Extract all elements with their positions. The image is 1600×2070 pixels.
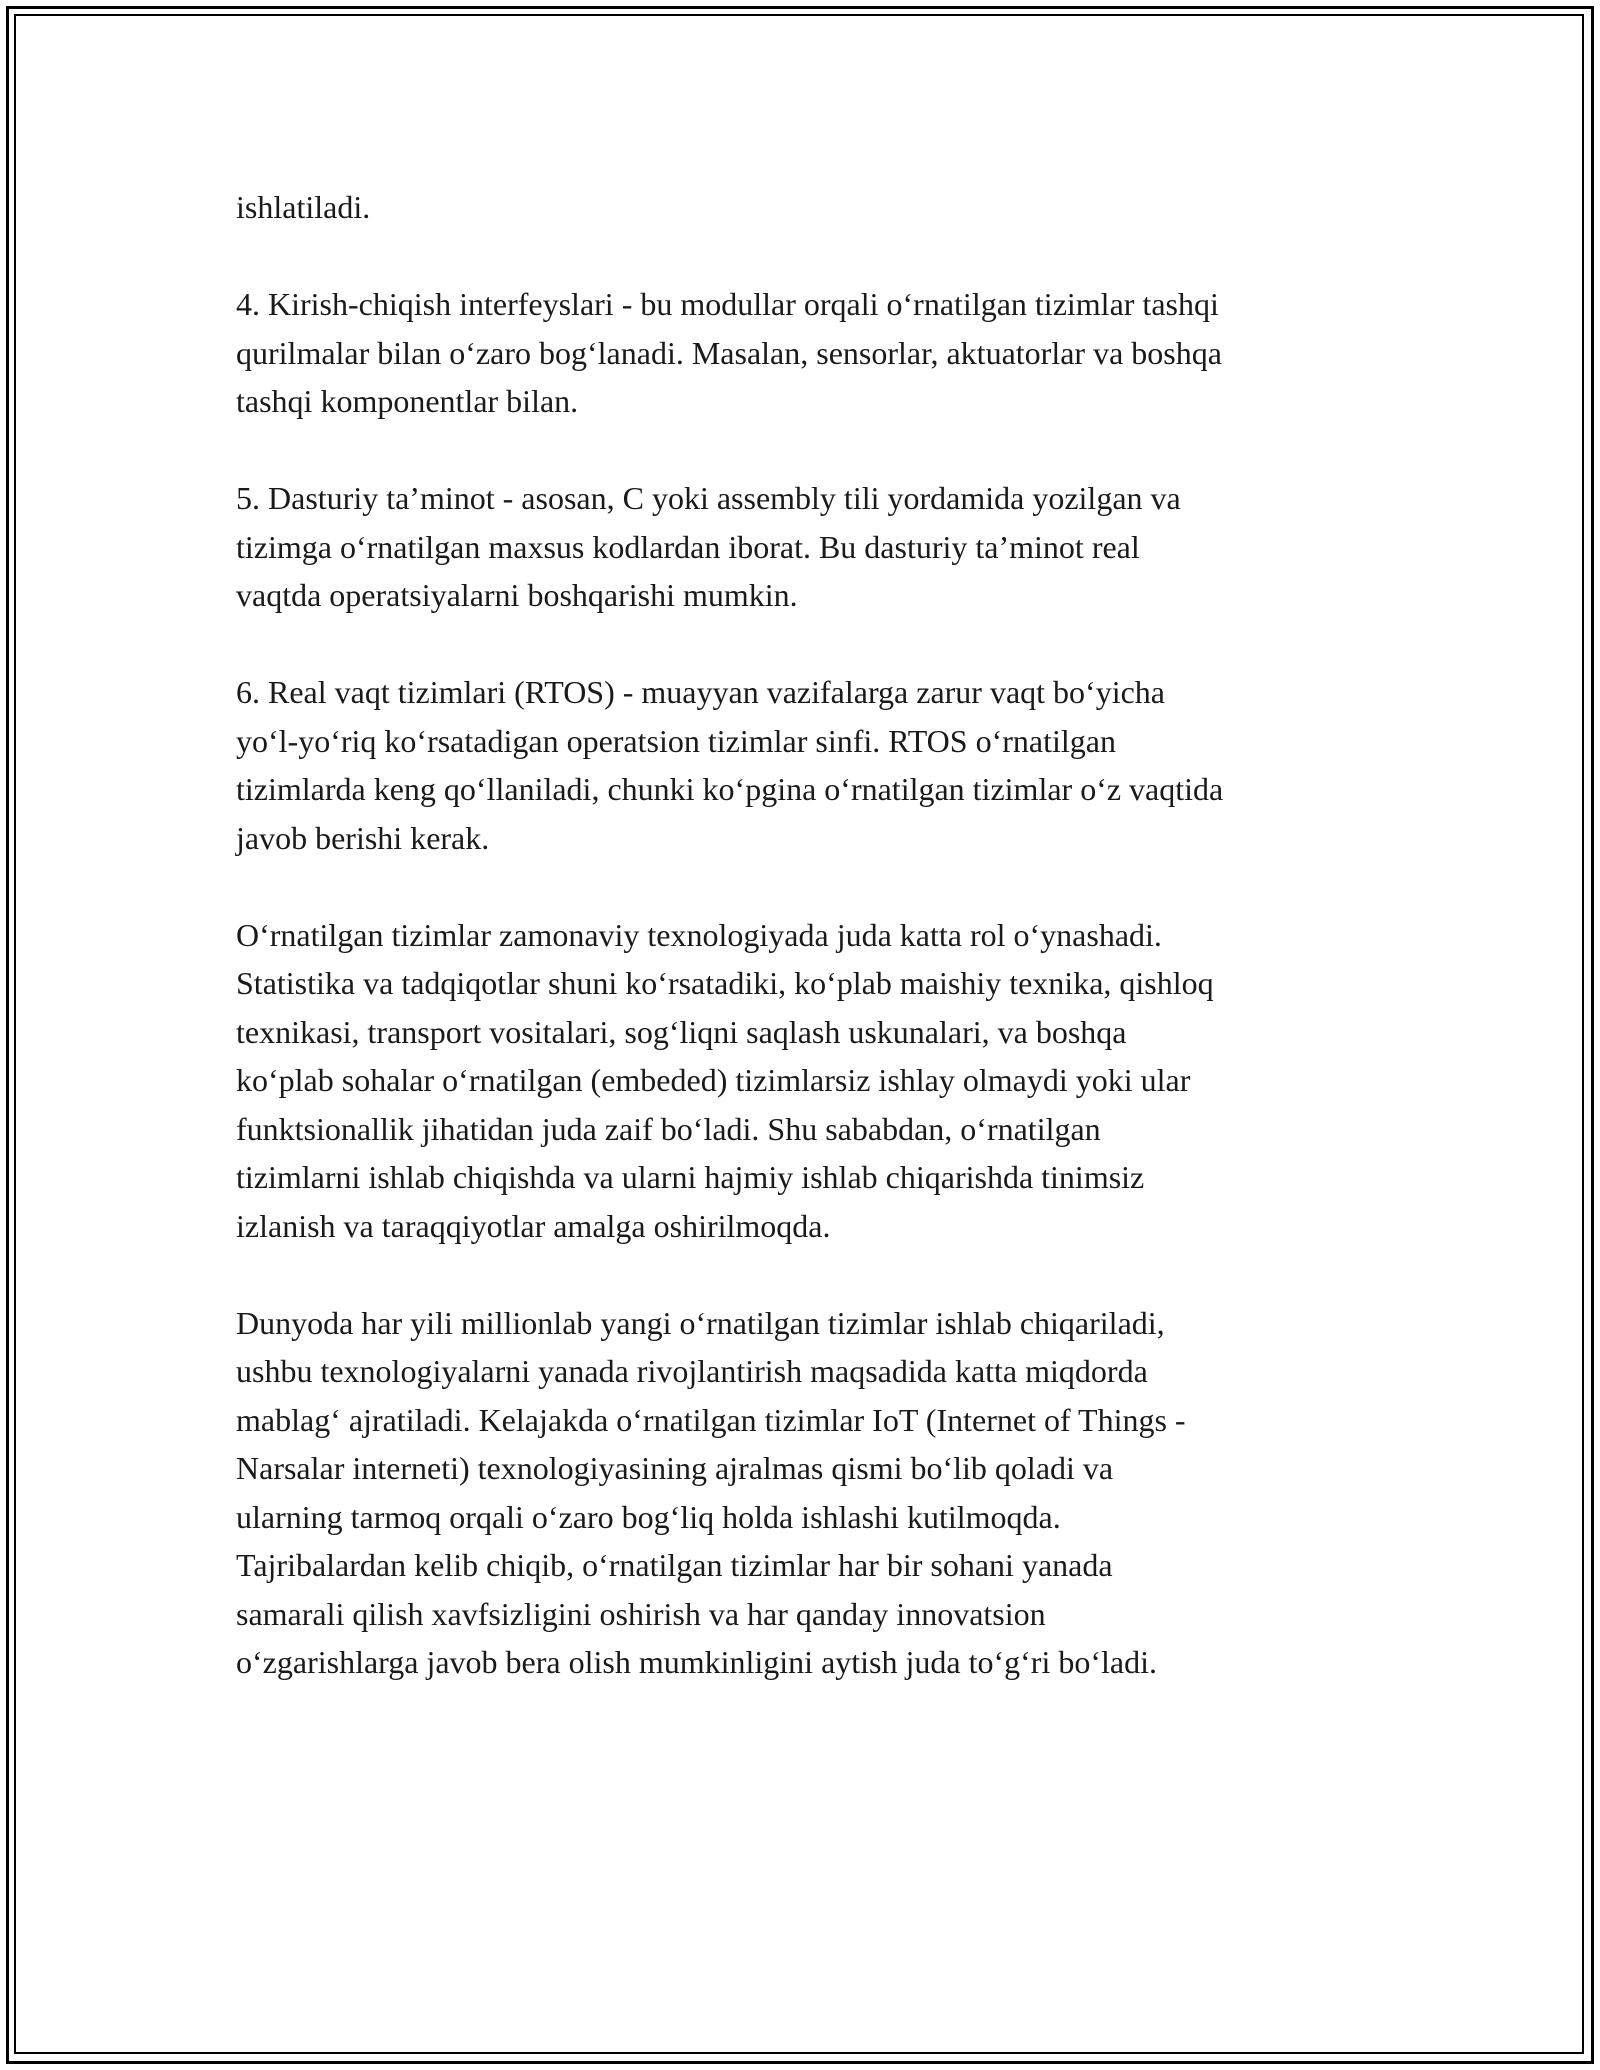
paragraph-io-interfaces xyxy=(236,280,1376,426)
text-line: texnikasi, transport vositalari, sogʻliqni saqlash uskunalari, va boshqa xyxy=(236,1013,1127,1050)
text-line: tizimlarni ishlab chiqishda va ularni hajmiy ishlab chiqarishda tinimsiz xyxy=(236,1159,1145,1195)
text-line: 5. Dasturiy taʼminot - asosan, C yoki assembly tili yordamida yozilgan va xyxy=(236,480,1181,516)
text-line: 4. Kirish-chiqish interfeyslari - bu modullar orqali oʻrnatilgan tizimlar tashqi xyxy=(236,286,1219,322)
text-line: izlanish va taraqqiyotlar amalga oshirilmoqda. xyxy=(236,1207,831,1244)
text-line: Oʻrnatilgan tizimlar zamonaviy texnologiyada juda katta rol oʻynashadi. xyxy=(236,916,1162,953)
text-line: tashqi komponentlar bilan. xyxy=(236,383,579,419)
paragraph-software xyxy=(236,474,1376,620)
text-line: tizimga oʻrnatilgan maxsus kodlardan iborat. Bu dasturiy taʼminot real xyxy=(236,528,1140,565)
document-body xyxy=(236,183,1376,1735)
text-line: ushbu texnologiyalarni yanada rivojlantirish maqsadida katta miqdorda xyxy=(236,1353,1148,1389)
text-line: ularning tarmoq orqali oʻzaro bogʻliq holda ishlashi kutilmoqda. xyxy=(236,1498,1061,1535)
text-line: Dunyoda har yili millionlab yangi oʻrnatilgan tizimlar ishlab chiqariladi, xyxy=(236,1304,1165,1341)
text-line: samarali qilish xavfsizligini oshirish va har qanday innovatsion xyxy=(236,1595,1046,1632)
text-line: javob berishi kerak. xyxy=(236,819,490,856)
text-line: vaqtda operatsiyalarni boshqarishi mumkin. xyxy=(236,577,798,613)
paragraph-future xyxy=(236,1299,1376,1687)
text-line: Statistika va tadqiqotlar shuni koʻrsatadiki, koʻplab maishiy texnika, qishloq xyxy=(236,965,1214,1001)
paragraph-rtos xyxy=(236,668,1376,862)
paragraph-role xyxy=(236,911,1376,1251)
text-line: qurilmalar bilan oʻzaro bogʻlanadi. Masalan, sensorlar, aktuatorlar va boshqa xyxy=(236,334,1222,371)
paragraph-continuation xyxy=(236,183,1376,232)
text-line: yoʻl-yoʻriq koʻrsatadigan operatsion tizimlar sinfi. RTOS oʻrnatilgan xyxy=(236,722,1116,759)
text-line: Tajribalardan kelib chiqib, oʻrnatilgan tizimlar har bir sohani yanada xyxy=(236,1547,1113,1583)
text-line: ishlatiladi. xyxy=(236,189,371,225)
text-line: 6. Real vaqt tizimlari (RTOS) - muayyan vazifalarga zarur vaqt boʻyicha xyxy=(236,674,1165,710)
text-line: oʻzgarishlarga javob bera olish mumkinligini aytish juda toʻgʻri boʻladi. xyxy=(236,1644,1157,1680)
text-line: koʻplab sohalar oʻrnatilgan (embeded) tizimlarsiz ishlay olmaydi yoki ular xyxy=(236,1062,1191,1098)
text-line: Narsalar interneti) texnologiyasining ajralmas qismi boʻlib qoladi va xyxy=(236,1450,1114,1486)
text-line: mablagʻ ajratiladi. Kelajakda oʻrnatilgan tizimlar IoT (Internet of Things - xyxy=(236,1401,1186,1438)
text-line: tizimlarda keng qoʻllaniladi, chunki koʻpgina oʻrnatilgan tizimlar oʻz vaqtida xyxy=(236,771,1224,807)
text-line: funktsionallik jihatidan juda zaif boʻladi. Shu sababdan, oʻrnatilgan xyxy=(236,1110,1101,1147)
